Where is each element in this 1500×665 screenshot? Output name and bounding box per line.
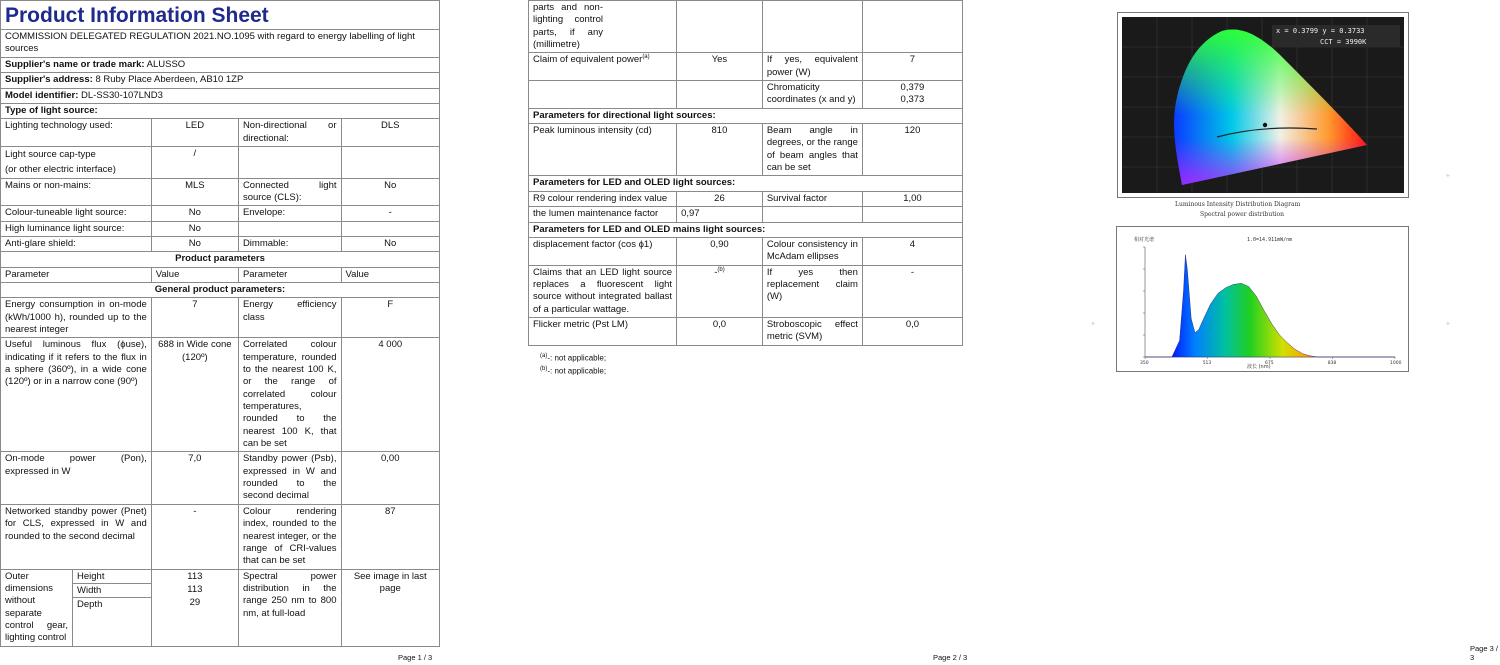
spd-x-tick-label: 350 [1140, 361, 1149, 366]
cct-label: Correlated colour temperature, rounded to the nearest 100 K, or the range of correlated colour temperatures, rounded to the nearest 100 K, that can be set [238, 338, 341, 452]
page-number: Page 2 / 3 [933, 653, 968, 663]
energy-class-label: Energy efficiency class [238, 298, 341, 338]
empty-cell [677, 1, 763, 53]
beam-angle-label: Beam angle in degrees, or the range of beam angles that can be set [762, 124, 862, 176]
general-params-heading: General product parameters: [1, 282, 440, 297]
high-lum-label: High luminance light source: [1, 221, 152, 236]
width-value: 113 [187, 583, 203, 595]
col-header-value: Value [151, 267, 238, 282]
fluorescent-claim-label: Claims that an LED light source replaces a fluorescent light source without integrated ballast of a particular wattage. [529, 265, 677, 317]
cap-type-label-line1: Light source cap-type [5, 148, 96, 160]
cie-readout-xy: x = 0.3799 y = 0.3733 [1276, 27, 1365, 35]
product-info-table-page1 [0, 0, 440, 647]
spd-header: 1.0=14.911mW/nm [1247, 237, 1293, 243]
dimmable-label: Dimmable: [238, 236, 341, 251]
cct-value: 4 000 [341, 338, 440, 452]
chromaticity-y: 0,373 [900, 94, 925, 106]
outer-dimensions-cont-text: parts and non-lighting control parts, if any (millimetre) [533, 2, 603, 51]
peak-intensity-value: 810 [677, 124, 763, 176]
networked-standby-label: Networked standby power (Pnet) for CLS, expressed in W and rounded to the second decimal [1, 504, 152, 569]
footnotes [528, 352, 973, 379]
page-number: Page 1 / 3 [398, 653, 433, 663]
standby-power-value: 0,00 [341, 452, 440, 504]
stroboscopic-value: 0,0 [862, 317, 962, 345]
cap-type-label [1, 146, 152, 178]
survival-factor-value: 1,00 [862, 191, 962, 206]
footnote-b-text: -: not applicable; [547, 366, 607, 376]
lumen-maintenance-value: 0,97 [677, 207, 763, 222]
empty-cell [862, 207, 962, 222]
spd-x-label: 波长 (nm) [1247, 364, 1271, 370]
cie-readout-cct: CCT = 3990K [1320, 38, 1367, 46]
survival-factor-label: Survival factor [762, 191, 862, 206]
supplier-address-label: Supplier's address: [5, 74, 93, 86]
spd-chart [1116, 226, 1409, 372]
spd-x-tick-label: 1000 [1390, 361, 1402, 366]
connected-label: Connected light source (CLS): [238, 178, 341, 206]
mains-value: MLS [151, 178, 238, 206]
page-title: Product Information Sheet [1, 1, 440, 30]
empty-cell [677, 81, 763, 109]
footnote-a-text: -: not applicable; [547, 353, 607, 363]
col-header-parameter: Parameter [238, 267, 341, 282]
height-value: 113 [187, 570, 203, 582]
product-info-table-page2 [528, 0, 963, 346]
directional-params-heading: Parameters for directional light sources: [529, 108, 963, 123]
equivalent-power-claim-value: Yes [677, 53, 763, 81]
luminous-flux-value: 688 in Wide cone (120º) [151, 338, 238, 452]
anti-glare-value: No [151, 236, 238, 251]
depth-label: Depth [73, 597, 151, 611]
directional-value: DLS [341, 119, 440, 147]
supplier-name-row [1, 57, 440, 72]
spd-x-tick-label: 513 [1202, 361, 1212, 366]
col-header-value: Value [341, 267, 440, 282]
chromaticity-values [862, 81, 962, 109]
supplier-name-label: Supplier's name or trade mark: [5, 58, 145, 70]
model-value: DL-SS30-107LND3 [81, 89, 163, 101]
model-label: Model identifier: [5, 89, 79, 101]
spd-y-label: 相对光谱 [1134, 237, 1155, 243]
cri-label: Colour rendering index, rounded to the nearest integer, or the range of CRI-values that can be set [238, 504, 341, 569]
envelope-label: Envelope: [238, 206, 341, 221]
energy-consumption-value: 7 [151, 298, 238, 338]
caption-intensity-diagram: Luminous Intensity Distribution Diagram [1175, 201, 1301, 208]
regulation-text: COMMISSION DELEGATED REGULATION 2021.NO.1095 with regard to energy labelling of light sources [1, 30, 440, 58]
r9-label: R9 colour rendering index value [529, 191, 677, 206]
empty-cell [238, 146, 341, 178]
directional-label: Non-directional or directional: [238, 119, 341, 147]
spd-value: See image in last page [341, 569, 440, 646]
spd-x-tick-label: 838 [1327, 361, 1337, 366]
empty-cell [762, 1, 862, 53]
colour-consistency-value: 4 [862, 237, 962, 265]
r9-value: 26 [677, 191, 763, 206]
equivalent-power-label: If yes, equivalent power (W) [762, 53, 862, 81]
page-3 [1090, 0, 1500, 665]
watermark-mark: ✦ [1445, 173, 1451, 180]
model-row [1, 88, 440, 103]
fluorescent-claim-value [677, 265, 763, 317]
peak-intensity-label: Peak luminous intensity (cd) [529, 124, 677, 176]
dimension-values [151, 569, 238, 646]
outer-dimensions-cont-label [529, 1, 677, 53]
supplier-address-row [1, 73, 440, 88]
footnote-a-mark: (a) [540, 352, 548, 359]
empty-cell [341, 146, 440, 178]
dimmable-value: No [341, 236, 440, 251]
empty-cell [762, 207, 862, 222]
outer-dimensions-cell [1, 569, 152, 646]
footnote-ref-b: (b) [717, 266, 725, 273]
width-label: Width [73, 583, 151, 597]
flicker-metric-value: 0,0 [677, 317, 763, 345]
equivalent-power-claim-label [529, 53, 677, 81]
equivalent-power-value: 7 [862, 53, 962, 81]
empty-cell [238, 221, 341, 236]
standby-power-label: Standby power (Psb), expressed in W and rounded to the second decimal [238, 452, 341, 504]
spd-x-ticks [1140, 357, 1402, 366]
cie-diagram-graphic [1122, 17, 1404, 193]
chromaticity-label: Chromaticity coordinates (x and y) [762, 81, 862, 109]
supplier-name-value: ALUSSO [146, 58, 186, 70]
page-2 [528, 0, 973, 665]
outer-dimensions-label: Outer dimensions without separate control gear, lighting control [1, 570, 73, 646]
cap-type-value: / [151, 146, 238, 178]
replacement-claim-value: - [862, 265, 962, 317]
displacement-factor-value: 0,90 [677, 237, 763, 265]
spd-x-tick-label: 675 [1265, 361, 1274, 366]
height-label: Height [77, 570, 105, 582]
fluorescent-claim-dash: - [714, 266, 718, 278]
led-mains-params-heading: Parameters for LED and OLED mains light sources: [529, 222, 963, 237]
caption-spectral-distribution: Spectral power distribution [1200, 211, 1285, 218]
colour-tuneable-label: Colour-tuneable light source: [1, 206, 152, 221]
cri-value: 87 [341, 504, 440, 569]
on-mode-power-value: 7,0 [151, 452, 238, 504]
energy-consumption-label: Energy consumption in on-mode (kWh/1000 h), rounded up to the nearest integer [1, 298, 152, 338]
spd-series-area [1145, 255, 1395, 357]
watermark-mark: ✦ [1445, 321, 1451, 328]
col-header-parameter: Parameter [1, 267, 152, 282]
displacement-factor-label: displacement factor (cos ϕ1) [529, 237, 677, 265]
high-lum-value: No [151, 221, 238, 236]
beam-angle-value: 120 [862, 124, 962, 176]
lighting-tech-value: LED [151, 119, 238, 147]
luminous-flux-label: Useful luminous flux (ϕuse), indicating if it refers to the flux in a sphere (360º), in a wide cone (120º) or in a narrow cone (90º) [1, 338, 152, 452]
chromaticity-point [1263, 123, 1267, 127]
networked-standby-value: - [151, 504, 238, 569]
cap-type-label-line2: (or other electric interface) [5, 164, 116, 176]
replacement-claim-label: If yes then replacement claim (W) [762, 265, 862, 317]
flicker-metric-label: Flicker metric (Pst LM) [529, 317, 677, 345]
lighting-tech-label: Lighting technology used: [1, 119, 152, 147]
cie-chromaticity-diagram [1117, 12, 1409, 198]
colour-consistency-label: Colour consistency in McAdam ellipses [762, 237, 862, 265]
equivalent-power-claim-text: Claim of equivalent power [533, 54, 643, 66]
on-mode-power-label: On-mode power (Pon), expressed in W [1, 452, 152, 504]
empty-cell [341, 221, 440, 236]
envelope-value: - [341, 206, 440, 221]
footnote-ref-a: (a) [642, 54, 650, 61]
footnote-b [540, 365, 973, 378]
connected-value: No [341, 178, 440, 206]
chromaticity-x: 0,379 [900, 82, 925, 94]
depth-value: 29 [189, 597, 201, 609]
footnote-b-mark: (b) [540, 366, 548, 373]
spd-chart-svg [1117, 227, 1408, 371]
lumen-maintenance-label: the lumen maintenance factor [529, 207, 677, 222]
empty-cell [529, 81, 677, 109]
stroboscopic-label: Stroboscopic effect metric (SVM) [762, 317, 862, 345]
led-params-heading: Parameters for LED and OLED light sources: [529, 176, 963, 191]
colour-tuneable-value: No [151, 206, 238, 221]
type-heading: Type of light source: [1, 103, 440, 118]
page-1 [0, 0, 440, 665]
empty-cell [862, 1, 962, 53]
product-params-heading: Product parameters [1, 252, 440, 267]
mains-label: Mains or non-mains: [1, 178, 152, 206]
spd-label: Spectral power distribution in the range 250 nm to 800 nm, at full-load [238, 569, 341, 646]
energy-class-value: F [341, 298, 440, 338]
page-number: Page 3 / 3 [1470, 643, 1498, 663]
watermark-mark: ✦ [1090, 321, 1096, 328]
supplier-address-value: 8 Ruby Place Aberdeen, AB10 1ZP [95, 74, 244, 86]
footnote-a [540, 352, 973, 365]
anti-glare-label: Anti-glare shield: [1, 236, 152, 251]
